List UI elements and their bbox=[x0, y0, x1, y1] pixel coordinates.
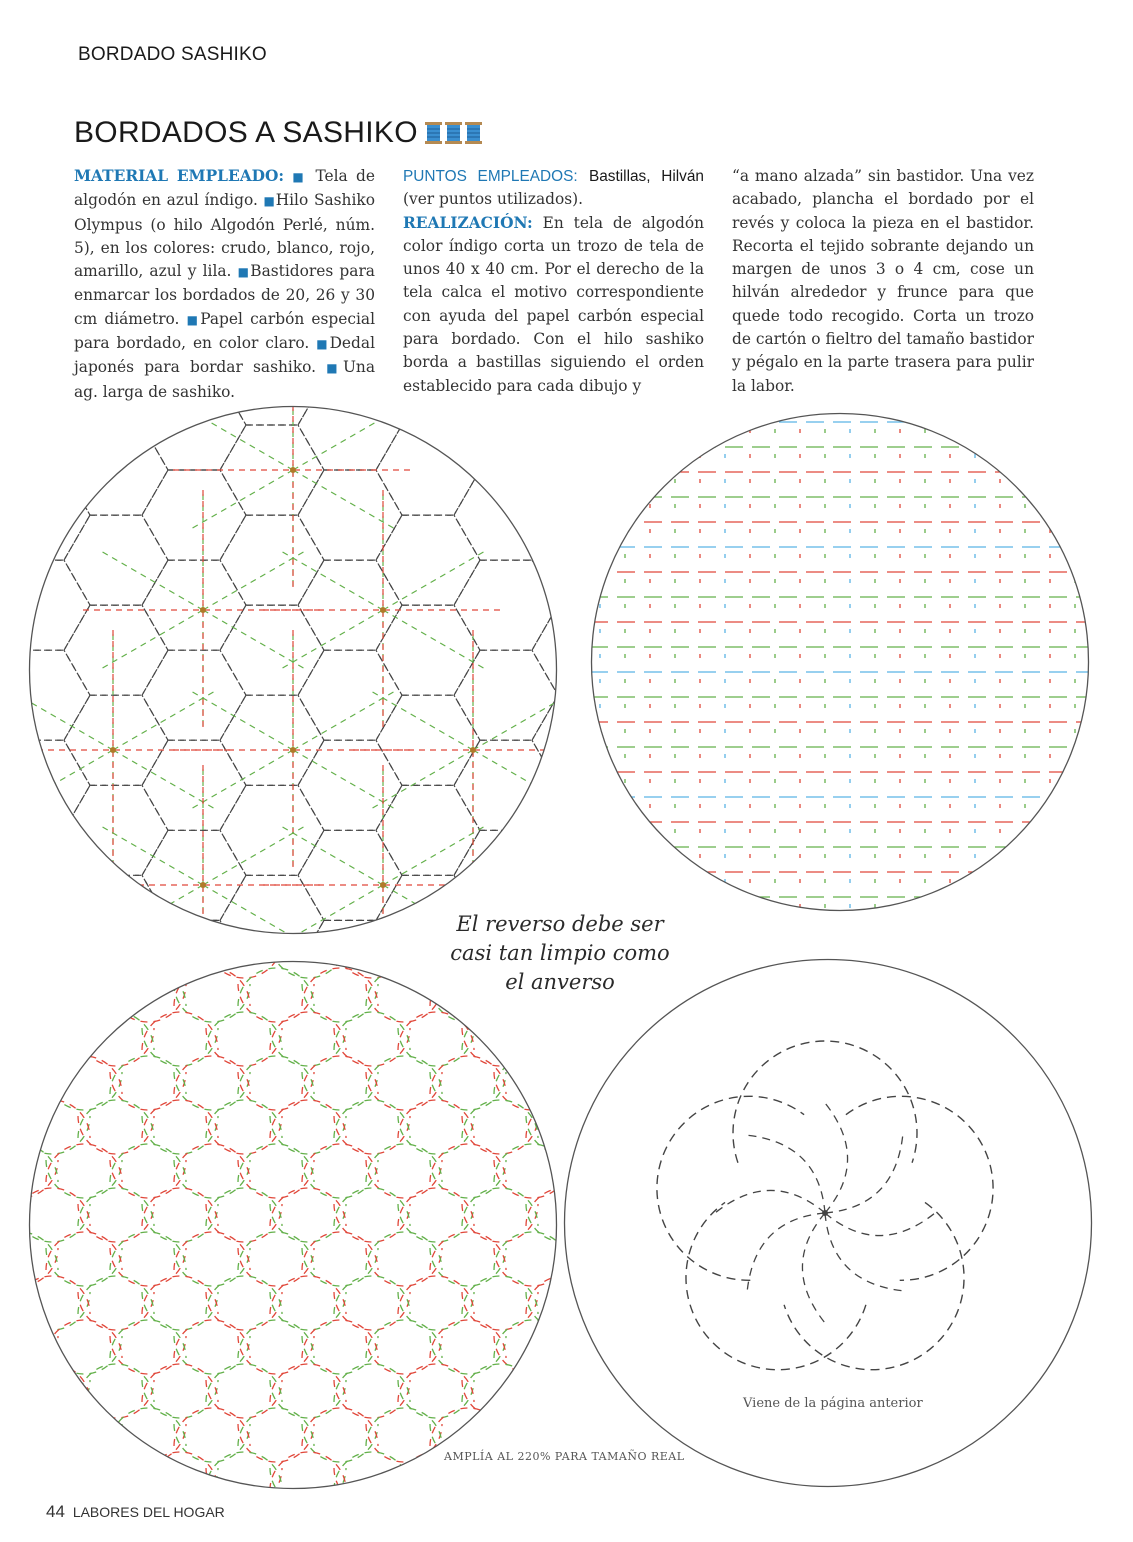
bullet-square-icon: ■ bbox=[292, 170, 308, 184]
material-item: Hilo Sashiko Olympus (o hilo Algodón Perlé, núm. 5), en los colores: crudo, blanco, rojo, amarillo, azul y lila. bbox=[74, 191, 375, 281]
pull-quote-line: el anverso bbox=[505, 970, 615, 994]
material-item: Papel carbón especial para bordado, en color claro. bbox=[74, 309, 375, 353]
bullet-square-icon: ■ bbox=[186, 312, 201, 327]
section-label: BORDADO SASHIKO bbox=[78, 44, 267, 65]
stitches-label: PUNTOS EMPLEADOS: bbox=[403, 168, 578, 185]
bullet-square-icon: ■ bbox=[237, 265, 251, 280]
bullet-square-icon: ■ bbox=[316, 337, 330, 352]
materials-column bbox=[74, 165, 375, 404]
instructions-column bbox=[403, 165, 704, 398]
hoop-outline bbox=[592, 414, 1089, 911]
bullet-square-icon: ■ bbox=[263, 194, 276, 209]
pattern-masu-grid bbox=[590, 412, 1090, 912]
instructions-text-continued: “a mano alzada” sin bastidor. Una vez acabado, plancha el bordado por el revés y coloca la pieza en el bastidor. Recorta el tejido sobrante dejando un margen de unos 3 o 4 cm, cose un hilván alrededor y frunce para que quede todo recogido. Corta un trozo de cartón o fieltro del tamaño bastidor y pégalo en la parte trasera para pulir la labor. bbox=[732, 167, 1034, 395]
spool-icon bbox=[444, 121, 463, 145]
pattern-seigaiha-arcs bbox=[28, 960, 558, 1490]
pull-quote-line: El reverso debe ser bbox=[456, 912, 664, 936]
pattern-asanoha-hexagon bbox=[28, 405, 558, 935]
bullet-square-icon: ■ bbox=[326, 361, 343, 376]
spool-icon bbox=[464, 121, 483, 145]
title-row bbox=[74, 116, 483, 150]
pull-quote bbox=[430, 910, 690, 997]
material-item: Una ag. larga de sashiko. bbox=[74, 358, 375, 401]
material-item: Dedal japonés para bordar sashiko. bbox=[74, 334, 375, 377]
page-number: 44 bbox=[46, 1502, 65, 1521]
difficulty-rating bbox=[424, 121, 483, 145]
instructions-label: REALIZACIÓN: bbox=[403, 213, 533, 232]
spool-icon bbox=[424, 121, 443, 145]
stitches-note: (ver puntos utilizados). bbox=[403, 190, 584, 209]
material-item: Bastidores para enmarcar los bordados de 20, 26 y 30 cm diámetro. bbox=[74, 262, 375, 328]
continued-note: Viene de la página anterior bbox=[743, 1396, 923, 1411]
stitches-value: Bastillas, Hilván bbox=[588, 168, 704, 185]
instructions-continued-column bbox=[732, 165, 1034, 398]
material-item: Tela de algodón en azul índigo. bbox=[74, 167, 375, 210]
enlarge-note: AMPLÍA AL 220% PARA TAMAÑO REAL bbox=[444, 1450, 685, 1463]
instructions-text: En tela de algodón color índigo corta un trozo de tela de unos 40 x 40 cm. Por el derecho de la tela calca el motivo correspondiente con ayuda del papel carbón especial para bordado. Con el hilo sashiko borda a bastillas siguiendo el orden establecido para cada dibujo y bbox=[403, 213, 704, 395]
materials-label: MATERIAL EMPLEADO: bbox=[74, 167, 285, 185]
page-title: BORDADOS A SASHIKO bbox=[74, 116, 418, 149]
page-footer bbox=[46, 1502, 225, 1522]
magazine-name: LABORES DEL HOGAR bbox=[72, 1504, 225, 1520]
pull-quote-line: casi tan limpio como bbox=[450, 941, 670, 965]
